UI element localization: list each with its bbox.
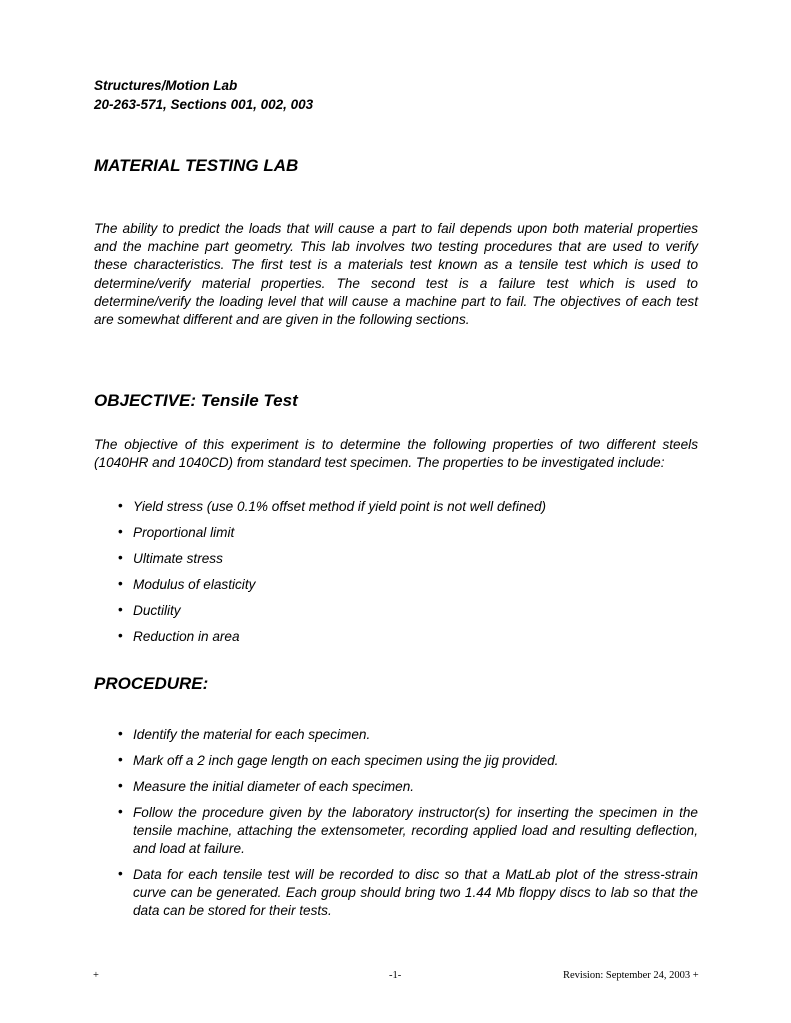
properties-list xyxy=(94,498,698,654)
bullet: • xyxy=(118,550,123,565)
list-item: • Ductility xyxy=(118,602,181,618)
course-sections: 20-263-571, Sections 001, 002, 003 xyxy=(94,97,314,112)
bullet: • xyxy=(118,498,123,513)
page-number: -1- xyxy=(389,970,402,981)
bullet: • xyxy=(118,726,123,741)
list-item: • Data for each tensile test will be recorded to disc so that a MatLab plot of the stress-strain curve can be generated. Each group should bring two 1.44 Mb floppy discs to lab so that the data can be stored for their tests. xyxy=(118,866,698,919)
bullet: • xyxy=(118,576,123,591)
list-item: • Modulus of elasticity xyxy=(118,576,256,592)
bullet: • xyxy=(118,804,123,819)
bullet: • xyxy=(118,602,123,617)
course-title: Structures/Motion Lab xyxy=(94,78,238,93)
procedure-list xyxy=(94,726,698,928)
revision-date: Revision: September 24, 2003 + xyxy=(563,970,699,981)
bullet: • xyxy=(118,752,123,767)
list-item: • Measure the initial diameter of each specimen. xyxy=(118,778,415,794)
page-title: MATERIAL TESTING LAB xyxy=(94,156,299,175)
course-header xyxy=(94,76,313,114)
bullet: • xyxy=(118,524,123,539)
procedure-heading: PROCEDURE: xyxy=(94,674,209,693)
list-item: • Ultimate stress xyxy=(118,550,223,566)
intro-paragraph: The ability to predict the loads that will cause a part to fail depends upon both material properties and the machine part geometry. This lab involves two testing procedures that are used to verify these characteristics. The first test is a materials test known as a tensile test which is used to determine/verify material properties. The second test is a failure test which is used to determine/verify the loading level that will cause a machine part to fail. The objectives of each test are somewhat different and are given in the following sections. xyxy=(94,221,698,328)
objective-paragraph: The objective of this experiment is to determine the following properties of two different steels (1040HR and 1040CD) from standard test specimen. The properties to be investigated include: xyxy=(94,437,698,471)
bullet: • xyxy=(118,866,123,881)
list-item: • Mark off a 2 inch gage length on each specimen using the jig provided. xyxy=(118,752,559,768)
list-item: • Reduction in area xyxy=(118,628,240,644)
list-item: • Proportional limit xyxy=(118,524,235,540)
objective-heading: OBJECTIVE: Tensile Test xyxy=(94,391,298,410)
list-item: • Identify the material for each specimen. xyxy=(118,726,371,742)
list-item: • Follow the procedure given by the laboratory instructor(s) for inserting the specimen in the tensile machine, attaching the extensometer, recording applied load and resulting deflection, and load at failure. xyxy=(118,804,698,857)
bullet: • xyxy=(118,628,123,643)
footer-left: + xyxy=(93,970,99,981)
bullet: • xyxy=(118,778,123,793)
list-item: • Yield stress (use 0.1% offset method if yield point is not well defined) xyxy=(118,498,547,514)
